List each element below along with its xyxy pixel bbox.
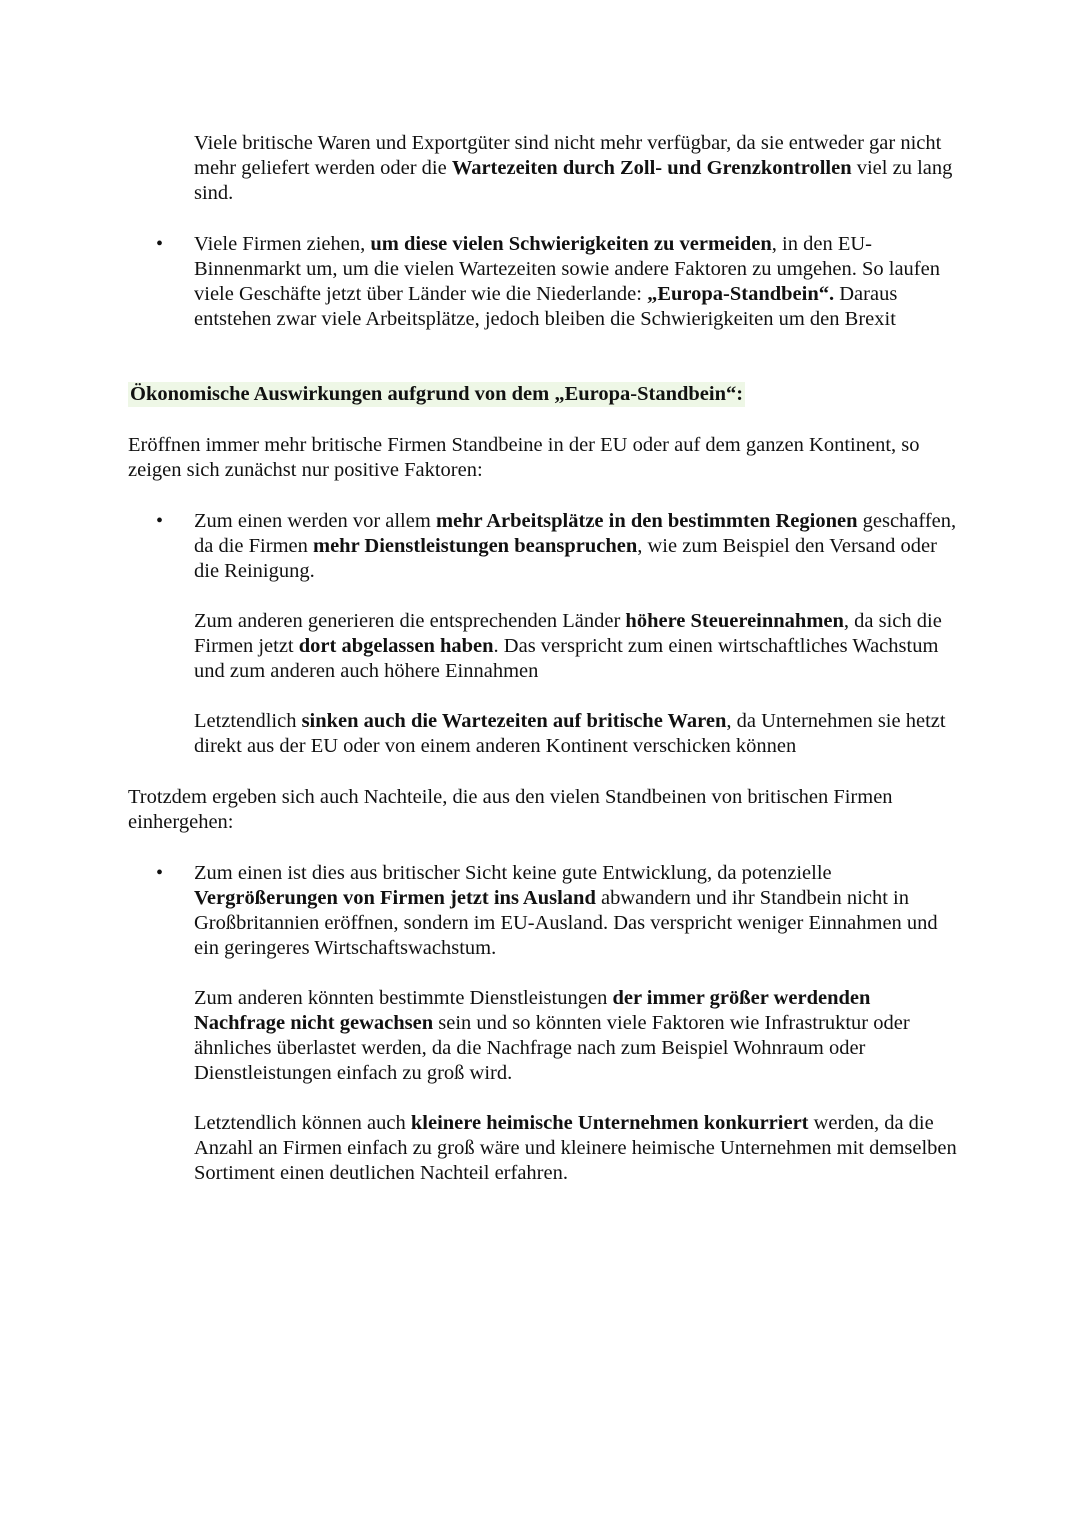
paragraph-small-businesses: Letztendlich können auch kleinere heimische Unternehmen konkurriert werden, da die Anzahl an Firmen einfach zu groß wäre und kleinere heimische Unternehmen mit demselben Sortiment einen deutlichen Nachteil erfahren. (194, 1112, 957, 1184)
bullet-point: • (156, 862, 164, 884)
paragraph-intro-positive: Eröffnen immer mehr britische Firmen Standbeine in der EU oder auf dem ganzen Kontinent, so zeigen sich zunächst nur positive Faktoren: (128, 434, 920, 481)
paragraph-tax-revenue: Zum anderen generieren die entsprechenden Länder höhere Steuereinnahmen, da sich die Firmen jetzt dort abgelassen haben. Das verspricht zum einen wirtschaftliches Wachstum und zum anderen auch höhere Einnahmen (194, 610, 942, 682)
paragraph-british-view: Zum einen ist dies aus britischer Sicht keine gute Entwicklung, da potenzielle Vergrößerungen von Firmen jetzt ins Ausland abwandern und ihr Standbein nicht in Großbritannien eröffnen, sondern im EU-Ausland. Das verspricht weniger Einnahmen und ein geringeres Wirtschaftswachstum. (194, 862, 938, 959)
paragraph-waiting-times: Letztendlich sinken auch die Wartezeiten auf britische Waren, da Unternehmen sie hetzt direkt aus der EU oder von einem anderen Kontinent verschicken können (194, 710, 946, 757)
paragraph-intro-negative: Trotzdem ergeben sich auch Nachteile, die aus den vielen Standbeinen von britischen Firmen einhergehen: (128, 786, 893, 833)
paragraph-infrastructure: Zum anderen könnten bestimmte Dienstleistungen der immer größer werdenden Nachfrage nicht gewachsen sein und so könnten viele Faktoren wie Infrastruktur oder ähnliches überlastet werden, da die Nachfrage nach zum Beispiel Wohnraum oder Dienstleistungen einfach zu groß wird. (194, 987, 910, 1084)
paragraph-firms-relocate: Viele Firmen ziehen, um diese vielen Schwierigkeiten zu vermeiden, in den EU-Binnenmarkt um, um die vielen Wartezeiten sowie andere Faktoren zu umgehen. So laufen viele Geschäfte jetzt über Länder wie die Niederlande: „Europa-Standbein“. Daraus entstehen zwar viele Arbeitsplätze, jedoch bleiben die Schwierigkeiten um den Brexit (194, 233, 940, 330)
paragraph-unavailable-goods: Viele britische Waren und Exportgüter sind nicht mehr verfügbar, da sie entweder gar nicht mehr geliefert werden oder die Wartezeiten durch Zoll- und Grenzkontrollen viel zu lang sind. (194, 132, 953, 204)
paragraph-more-jobs: Zum einen werden vor allem mehr Arbeitsplätze in den bestimmten Regionen geschaffen, da die Firmen mehr Dienstleistungen beanspruchen, wie zum Beispiel den Versand oder die Reinigung. (194, 510, 957, 582)
section-heading: Ökonomische Auswirkungen aufgrund von dem „Europa-Standbein“: (130, 383, 744, 405)
bullet-point: • (156, 233, 164, 255)
bullet-point: • (156, 510, 164, 532)
